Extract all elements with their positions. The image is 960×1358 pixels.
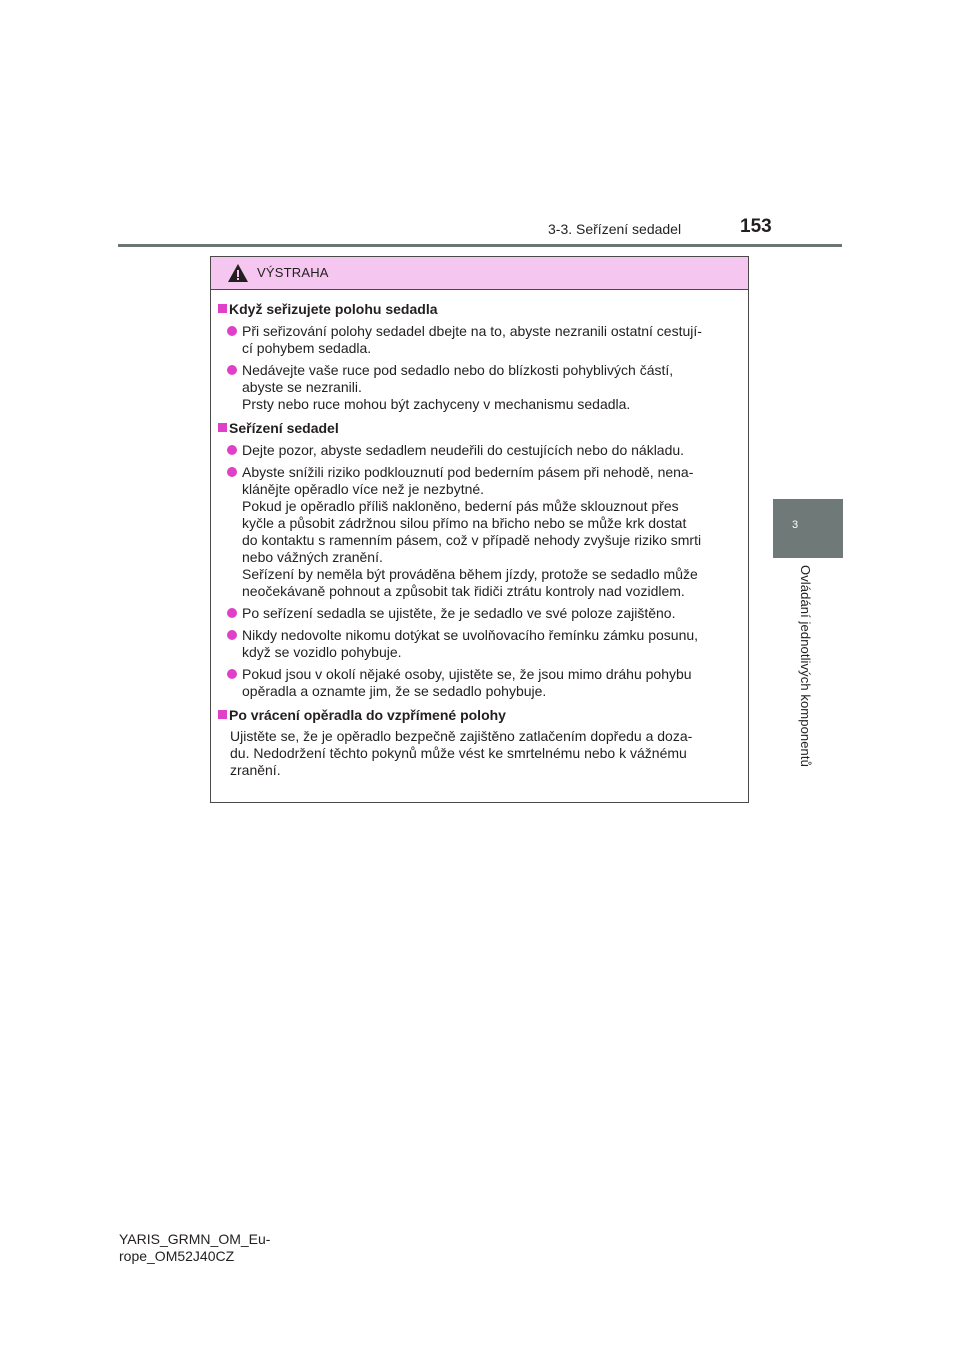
- bullet-text-line: nebo vážných zranění.: [242, 549, 383, 565]
- square-bullet-icon: [218, 710, 227, 719]
- round-bullet-icon: [227, 445, 237, 455]
- chapter-label: Ovládání jednotlivých komponentů: [798, 565, 813, 767]
- round-bullet-icon: [227, 669, 237, 679]
- round-bullet-icon: [227, 608, 237, 618]
- paragraph-line: Ujistěte se, že je opěradlo bezpečně zajištěno zatlačením dopředu a doza-: [230, 728, 693, 744]
- section-heading-text: Seřízení sedadel: [229, 420, 339, 436]
- section-heading: [218, 420, 740, 437]
- warning-body: [211, 290, 748, 779]
- warning-title: VÝSTRAHA: [257, 265, 329, 280]
- square-bullet-icon: [218, 423, 227, 432]
- warning-triangle-icon: [227, 263, 249, 283]
- round-bullet-icon: [227, 326, 237, 336]
- bullet-text-line: Pokud jsou v okolí nějaké osoby, ujistěte se, že jsou mimo dráhu pohybu: [242, 666, 692, 682]
- bullet-item: [218, 666, 740, 700]
- section-heading-text: Když seřizujete polohu sedadla: [229, 301, 438, 317]
- round-bullet-icon: [227, 467, 237, 477]
- bullet-text-line: Při seřizování polohy sedadel dbejte na to, abyste nezranili ostatní cestují-: [242, 323, 702, 339]
- warning-section: [218, 301, 740, 413]
- bullet-text-line: Seřízení by neměla být prováděna během jízdy, protože se sedadlo může: [242, 566, 698, 582]
- bullet-text-line: Abyste snížili riziko podklouznutí pod bederním pásem při nehodě, nena-: [242, 464, 694, 480]
- header-divider: [118, 244, 842, 247]
- bullet-text-line: když se vozidlo pohybuje.: [242, 644, 402, 660]
- bullet-text-line: opěradla a oznamte jim, že se sedadlo pohybuje.: [242, 683, 547, 699]
- warning-header: [211, 257, 748, 290]
- section-paragraph: [218, 728, 740, 779]
- bullet-text-line: Pokud je opěradlo příliš nakloněno, bederní pás může sklouznout přes: [242, 498, 679, 514]
- bullet-item: [218, 362, 740, 413]
- square-bullet-icon: [218, 304, 227, 313]
- footer-line: rope_OM52J40CZ: [119, 1248, 235, 1264]
- bullet-text-line: Dejte pozor, abyste sedadlem neudeřili do cestujících nebo do nákladu.: [242, 442, 685, 458]
- chapter-number: 3: [792, 519, 799, 531]
- bullet-text-line: cí pohybem sedadla.: [242, 340, 372, 356]
- section-heading-text: Po vrácení opěradla do vzpřímené polohy: [229, 707, 506, 723]
- section-heading: [218, 707, 740, 724]
- document-footer: [119, 1231, 270, 1265]
- bullet-item: [218, 442, 740, 459]
- section-heading: [218, 301, 740, 318]
- bullet-text-line: Po seřízení sedadla se ujistěte, že je sedadlo ve své poloze zajištěno.: [242, 605, 676, 621]
- bullet-text-line: Nikdy nedovolte nikomu dotýkat se uvolňovacího řemínku zámku posunu,: [242, 627, 699, 643]
- bullet-item: [218, 464, 740, 600]
- bullet-text-line: klánějte opěradlo více než je nezbytné.: [242, 481, 485, 497]
- bullet-text-line: Nedávejte vaše ruce pod sedadlo nebo do blízkosti pohyblivých částí,: [242, 362, 674, 378]
- footer-line: YARIS_GRMN_OM_Eu-: [119, 1231, 271, 1247]
- bullet-text-line: abyste se nezranili.: [242, 379, 362, 395]
- round-bullet-icon: [227, 365, 237, 375]
- warning-section: [218, 420, 740, 700]
- paragraph-line: zranění.: [230, 762, 281, 778]
- warning-box: [210, 256, 749, 803]
- section-title: 3-3. Seřízení sedadel: [548, 221, 682, 237]
- warning-section: [218, 707, 740, 779]
- paragraph-line: du. Nedodržení těchto pokynů může vést ke smrtelnému nebo k vážnému: [230, 745, 687, 761]
- bullet-text-line: neočekávaně pohnout a způsobit tak řidiči ztrátu kontroly nad vozidlem.: [242, 583, 685, 599]
- round-bullet-icon: [227, 630, 237, 640]
- bullet-text-line: do kontaktu s ramenním pásem, což v případě nehody zvyšuje riziko smrti: [242, 532, 702, 548]
- bullet-text-line: kyčle a působit zádržnou silou přímo na břicho nebo se může krk dostat: [242, 515, 687, 531]
- bullet-item: [218, 627, 740, 661]
- bullet-item: [218, 323, 740, 357]
- bullet-text-line: Prsty nebo ruce mohou být zachyceny v mechanismu sedadla.: [242, 396, 631, 412]
- chapter-tab[interactable]: [773, 499, 843, 558]
- bullet-item: [218, 605, 740, 622]
- page-number: 153: [740, 216, 772, 237]
